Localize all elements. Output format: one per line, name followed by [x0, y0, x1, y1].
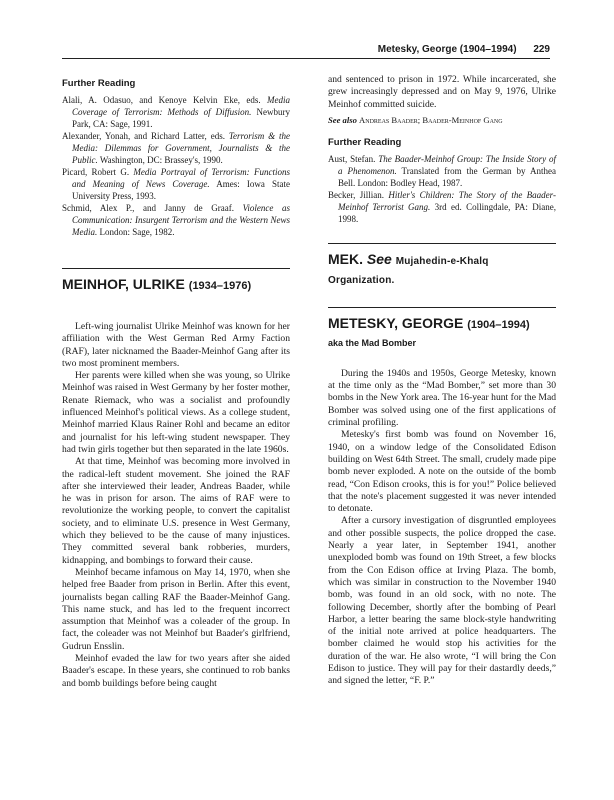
continued-paragraph: and sentenced to prison in 1972. While incarcerated, she grew increasingly depressed and on May 9, 1976, Ulrike Meinhof committed suicide. [328, 74, 556, 110]
further-reading-heading: Further Reading [328, 136, 402, 148]
reference-item: Alexander, Yonah, and Richard Latter, eds. Terrorism & the Media: Dilemmas for Government, Journalists & the Public. Washington, DC: Brassey's, 1990. [62, 131, 290, 165]
header-rule [62, 58, 550, 59]
reference-list [62, 94, 290, 238]
reference-item: Alali, A. Odasuo, and Kenoye Kelvin Eke, eds. Media Coverage of Terrorism: Methods of Diffusion. Newbury Park, CA: Sage, 1991. [62, 95, 291, 129]
reference-item: Aust, Stefan. The Baader-Meinhof Group: The Inside Story of a Phenomenon. Translated from the German by Anthea Bell. London: Bodley Head, 1987. [328, 153, 557, 188]
reference-list [328, 153, 556, 225]
right-column [328, 74, 556, 688]
see-also: See also Andreas Baader; Baader-Meinhof Gang [328, 114, 503, 125]
meinhof-entry-body [62, 321, 290, 690]
metesky-entry-title: METESKY, GEORGE (1904–1994) [328, 307, 556, 334]
paragraph: After a cursory investigation of disgruntled employees and other possible suspects, the police dropped the case. Nearly a year later, in September 1941, another unexploded bomb was found on 19th Street, a few blocks from the Con Edison office at Irving Plaza. The bomb, which was similar in construction to the November 1940 bomb, was found in an old sock, with no note. The following December, shortly after the bombing of Pearl Harbor, a letter bearing the same block-style handwriting of the initial note arrived at police headquarters. The bomber claimed he would stop his activities for the duration of the war. He also wrote, “I will bring the Con Edison to justice. They will pay for their dastardly deeds,” and signed the letter, “F. P.” [328, 515, 556, 687]
running-title: Metesky, George (1904–1994) [377, 44, 517, 55]
paragraph: Meinhof evaded the law for two years after she aided Baader's escape. In these years, she continued to rob banks and bomb buildings before being caught [62, 653, 290, 689]
reference-item: Schmid, Alex P., and Janny de Graaf. Violence as Communication: Insurgent Terrorism and the Western News Media. London: Sage, 1982. [62, 203, 290, 237]
paragraph: During the 1940s and 1950s, George Metesky, known at the time only as the “Mad Bomber,” set more than 30 bombs in the New York area. The 16-year hunt for the Mad Bomber was solved using one of the first applications of criminal profiling. [328, 367, 556, 429]
paragraph: At that time, Meinhof was becoming more involved in the radical-left student movement. She joined the RAF after she interviewed their leader, Andreas Baader, while he was in prison for arson. The aims of RAF were to revolutionize the working people, to convert the capitalist society, and to eliminate U.S. presence in West Germany, which they believed to be the cause of many injustices. They committed several bank robberies, murders, kidnapping, and bombings to forward their cause. [62, 456, 290, 566]
paragraph: Left-wing journalist Ulrike Meinhof was known for her affiliation with the West German Red Army Faction (RAF), later nicknamed the Baader-Meinhof Gang after its two most prominent members. [62, 321, 290, 369]
running-header [62, 44, 550, 58]
aka-subtitle: aka the Mad Bomber [328, 337, 417, 348]
reference-item: Picard, Robert G. Media Portrayal of Terrorism: Functions and Meaning of News Coverage. Ames: Iowa State University Press, 1993. [62, 167, 290, 201]
meinhof-entry-title: MEINHOF, ULRIKE (1934–1976) [62, 268, 290, 295]
mek-entry-title: MEK. See Mujahedin-e-Khalq Organization. [328, 243, 556, 289]
reference-item: Becker, Jillian. Hitler's Children: The Story of the Baader-Meinhof Terrorist Gang. 3rd ed. Collingdale, PA: Diane, 1998. [328, 189, 557, 224]
metesky-entry-body [328, 368, 556, 688]
further-reading-heading: Further Reading [62, 78, 136, 89]
left-column [62, 74, 290, 690]
page-number: 229 [533, 44, 550, 55]
paragraph: Meinhof became infamous on May 14, 1970, when she helped free Baader from prison in Berlin. After this event, journalists began calling RAF the Baader-Meinhof Gang. This name stuck, and has led to the frequent incorrect assumption that Meinhof was a coleader of the group. In fact, the coleader was not Meinhof but Baader's girlfriend, Gudrun Ensslin. [62, 566, 290, 652]
paragraph: Her parents were killed when she was young, so Ulrike Meinhof was raised in West Germany by her foster mother, Renate Riemack, who was a socialist and profoundly influenced Meinhof's political views. As a college student, Meinhof married Klaus Rainer Rohl and became an editor and journalist for his left-wing student newspaper. They had twin girls together but then separated in the late 1960s. [62, 370, 290, 455]
paragraph: Metesky's first bomb was found on November 16, 1940, on a window ledge of the Consolidated Edison building on West 64th Street. The small, crudely made pipe bomb never exploded. A note on the outside of the bomb read, “Con Edison crooks, this is for you!” Police believed that the note's placement suggested it was never intended to detonate. [328, 429, 556, 515]
